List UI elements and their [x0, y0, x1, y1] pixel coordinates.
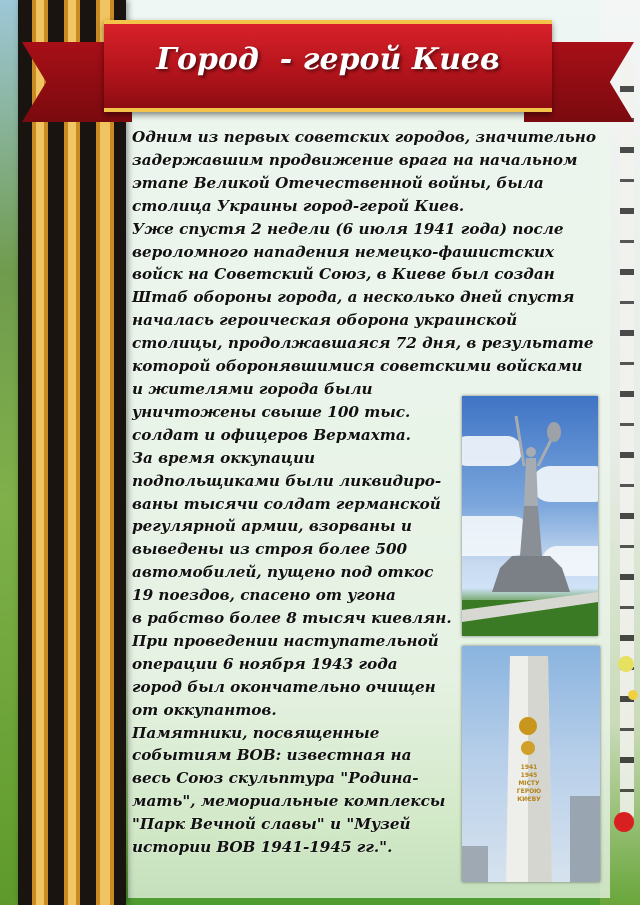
text-line: подпольщиками были ликвидиро- — [132, 471, 442, 490]
obelisk-inscription-line: 1945 — [520, 772, 538, 779]
text-line: Памятники, посвященные — [132, 723, 380, 742]
obelisk-inscription-line: МІСТУ — [518, 780, 540, 787]
text-line: солдат и офицеров Вермахта. — [132, 425, 411, 444]
text-line: столица Украины город-герой Киев. — [132, 196, 465, 215]
decor-flower-1 — [614, 812, 634, 832]
text-line: началась героическая оборона украинской — [132, 311, 518, 330]
text-line: Штаб обороны города, а несколько дней спустя — [132, 288, 575, 307]
text-line: уничтожены свыше 100 тыс. — [132, 402, 411, 421]
text-line: город был окончательно очищен — [132, 677, 436, 696]
text-line: ваны тысячи солдат германской — [132, 494, 441, 513]
text-line: операции 6 ноября 1943 года — [132, 654, 398, 673]
text-line: выведены из строя более 500 — [132, 540, 408, 559]
decor-flower-3 — [628, 690, 638, 700]
text-line: которой оборонявшимися советскими войсками — [132, 357, 583, 376]
decor-flower-2 — [618, 656, 634, 672]
text-line: мать", мемориальные комплексы — [132, 792, 446, 811]
text-line: войск на Советский Союз, в Киеве был создан — [132, 265, 555, 284]
text-line: При проведении наступательной — [132, 631, 439, 650]
text-line: истории ВОВ 1941-1945 гг.". — [132, 838, 393, 857]
text-line: Уже спустя 2 недели (6 июля 1941 года) после — [132, 219, 564, 238]
motherland-monument-photo — [462, 396, 598, 636]
text-line: и жителями города были — [132, 379, 373, 398]
obelisk-inscription-line: КИЄВУ — [517, 796, 541, 803]
text-line: столицы, продолжавшаяся 72 дня, в результате — [132, 334, 594, 353]
st-george-ribbon — [18, 0, 126, 905]
obelisk-inscription — [512, 764, 546, 804]
birch-trunk — [620, 60, 634, 820]
text-line: автомобилей, пущено под откос — [132, 563, 434, 582]
title-banner — [104, 20, 552, 112]
text-line: "Парк Вечной славы" и "Музей — [132, 815, 411, 834]
text-line: весь Союз скульптура "Родина- — [132, 769, 419, 788]
text-line: этапе Великой Отечественной войны, была — [132, 173, 544, 192]
text-line: Одним из первых советских городов, значительно — [132, 128, 596, 146]
text-line: вероломного нападения немецко-фашистских — [132, 242, 555, 261]
text-line: в рабство более 8 тысяч киевлян. — [132, 609, 452, 628]
text-line: задержавшим продвижение врага на начальном — [132, 150, 578, 169]
text-line: 19 поездов, спасено от угона — [132, 586, 396, 605]
obelisk-inscription-line: 1941 — [520, 764, 538, 771]
page-title: Город - герой Киев — [156, 42, 500, 77]
obelisk-inscription-line: ГЕРОЮ — [516, 788, 542, 795]
text-line: от оккупантов. — [132, 700, 277, 719]
motherland-statue-icon — [462, 396, 598, 636]
obelisk-photo — [462, 646, 600, 882]
text-line: событиям ВОВ: известная на — [132, 746, 412, 765]
text-line: регулярной армии, взорваны и — [132, 517, 412, 536]
text-line: За время оккупации — [132, 448, 316, 467]
